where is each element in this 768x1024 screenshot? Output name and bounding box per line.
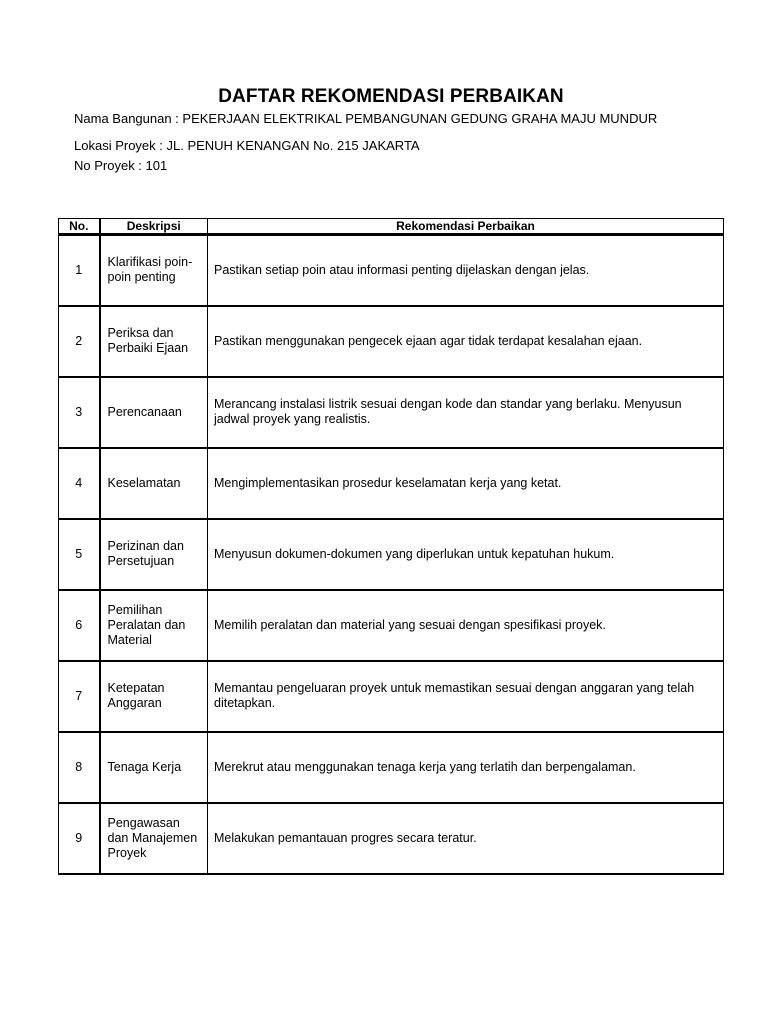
- project-location: Lokasi Proyek : JL. PENUH KENANGAN No. 215 JAKARTA: [74, 138, 420, 153]
- row-recommendation: Pastikan menggunakan pengecek ejaan agar tidak terdapat kesalahan ejaan.: [208, 306, 724, 377]
- table-row: [59, 519, 724, 590]
- row-description: Perencanaan: [100, 377, 208, 448]
- row-recommendation: Pastikan setiap poin atau informasi penting dijelaskan dengan jelas.: [208, 235, 724, 306]
- table-row: [59, 306, 724, 377]
- row-recommendation: Merancang instalasi listrik sesuai dengan kode dan standar yang berlaku. Menyusun jadwal proyek yang realistis.: [208, 377, 724, 448]
- row-number: 9: [59, 803, 100, 874]
- row-number: 2: [59, 306, 100, 377]
- row-description: Ketepatan Anggaran: [100, 661, 208, 732]
- row-number: 8: [59, 732, 100, 803]
- row-number: 4: [59, 448, 100, 519]
- table-row: [59, 661, 724, 732]
- row-recommendation: Memilih peralatan dan material yang sesuai dengan spesifikasi proyek.: [208, 590, 724, 661]
- row-recommendation: Melakukan pemantauan progres secara teratur.: [208, 803, 724, 874]
- row-recommendation: Menyusun dokumen-dokumen yang diperlukan untuk kepatuhan hukum.: [208, 519, 724, 590]
- row-description: Klarifikasi poin-poin penting: [100, 235, 208, 306]
- row-recommendation: Memantau pengeluaran proyek untuk memastikan sesuai dengan anggaran yang telah ditetapkan.: [208, 661, 724, 732]
- table-row: [59, 377, 724, 448]
- table-row: [59, 803, 724, 874]
- building-name: Nama Bangunan : PEKERJAAN ELEKTRIKAL PEMBANGUNAN GEDUNG GRAHA MAJU MUNDUR: [74, 111, 658, 126]
- project-number: No Proyek : 101: [74, 158, 168, 173]
- row-recommendation: Mengimplementasikan prosedur keselamatan kerja yang ketat.: [208, 448, 724, 519]
- row-description: Periksa dan Perbaiki Ejaan: [100, 306, 208, 377]
- header-row: [59, 219, 724, 235]
- table-header: [59, 219, 724, 235]
- document-title: DAFTAR REKOMENDASI PERBAIKAN: [218, 86, 564, 107]
- header-no: No.: [59, 219, 100, 235]
- row-description: Pengawasan dan Manajemen Proyek: [100, 803, 208, 874]
- table-row: [59, 732, 724, 803]
- header-description: Deskripsi: [100, 219, 208, 235]
- row-number: 3: [59, 377, 100, 448]
- table-row: [59, 448, 724, 519]
- recommendation-table: [58, 218, 724, 875]
- table-row: [59, 235, 724, 306]
- row-number: 6: [59, 590, 100, 661]
- row-number: 1: [59, 235, 100, 306]
- row-number: 7: [59, 661, 100, 732]
- row-description: Pemilihan Peralatan dan Material: [100, 590, 208, 661]
- row-description: Keselamatan: [100, 448, 208, 519]
- header-recommendation: Rekomendasi Perbaikan: [208, 219, 724, 235]
- table-body: [59, 235, 724, 874]
- row-description: Tenaga Kerja: [100, 732, 208, 803]
- row-description: Perizinan dan Persetujuan: [100, 519, 208, 590]
- table-row: [59, 590, 724, 661]
- row-number: 5: [59, 519, 100, 590]
- row-recommendation: Merekrut atau menggunakan tenaga kerja yang terlatih dan berpengalaman.: [208, 732, 724, 803]
